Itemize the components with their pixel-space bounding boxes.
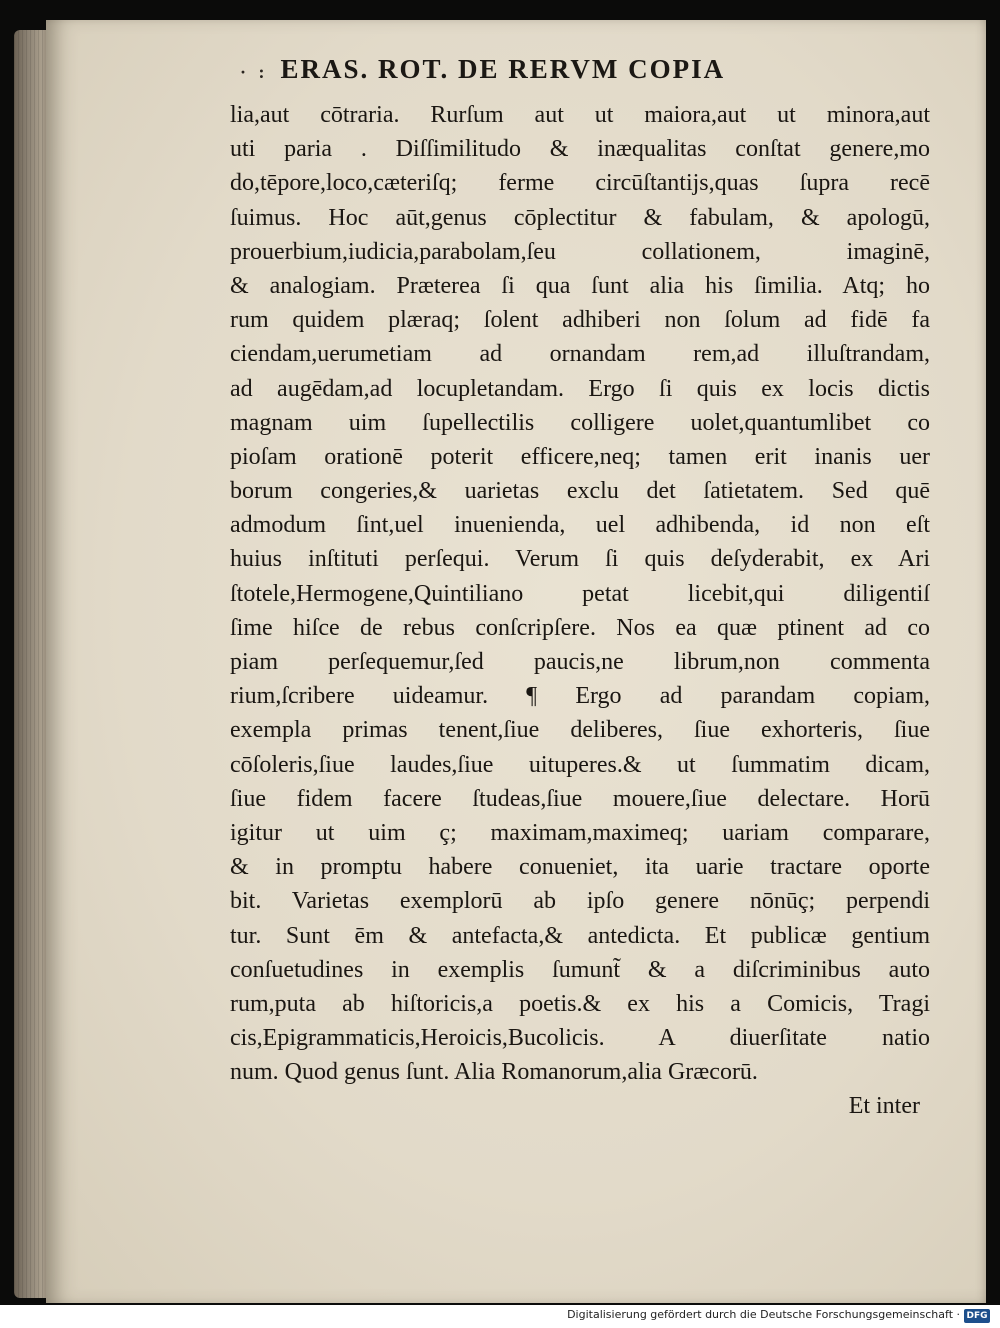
text-line: ſime hiſce de rebus conſcripſere. Nos ea quæ ptinent ad co	[230, 614, 930, 641]
text-line: bit. Varietas exemplorū ab ipſo genere nōnūç; perpendi	[230, 888, 930, 915]
text-line: tur. Sunt ēm & antefacta,& antedicta. Et publicæ gentium	[230, 922, 930, 949]
text-line: lia,aut cōtraria. Rurſum aut ut maiora,aut ut minora,aut	[230, 102, 930, 128]
text-line: ſuimus. Hoc aūt,genus cōplectitur & fabulam, & apologū,	[230, 204, 930, 231]
text-line: rum quidem plæraq; ſolent adhiberi non ſolum ad fidē fa	[230, 307, 930, 334]
text-line: conſuetudines in exemplis ſumunt̃ & a diſcriminibus auto	[230, 956, 930, 983]
text-line: admodum ſint,uel inuenienda, uel adhibenda, id non eſt	[230, 512, 930, 539]
text-line: cōſoleris,ſiue laudes,ſiue uituperes.& ut ſummatim dicam,	[230, 751, 930, 778]
text-line: num. Quod genus ſunt. Alia Romanorum,alia Græcorū.	[230, 1059, 758, 1086]
catchword: Et inter	[848, 1093, 920, 1120]
text-line: & in promptu habere conueniet, ita uarie tractare oporte	[230, 854, 930, 881]
text-line: piam perſequemur,ſed paucis,ne librum,non commenta	[230, 649, 930, 675]
text-line: & analogiam. Præterea ſi qua ſunt alia his ſimilia. Atq; ho	[230, 272, 930, 299]
text-line: prouerbium,iudicia,parabolam,ſeu collationem, imaginē,	[230, 238, 930, 265]
text-line: ciendam,uerumetiam ad ornandam rem,ad illuſtrandam,	[230, 341, 930, 368]
text-line: ſtotele,Hermogene,Quintiliano petat licebit,qui diligentiſ	[230, 580, 930, 607]
text-line: do,tēpore,loco,cæteriſq; ferme circūſtantijs,quas ſupra recē	[230, 170, 930, 197]
text-line: huius inſtituti perſequi. Verum ſi quis deſyderabit, ex Ari	[230, 546, 930, 573]
text-line: rum,puta ab hiſtoricis,a poetis.& ex his a Comicis, Tragi	[230, 990, 930, 1017]
text-line: cis,Epigrammaticis,Heroicis,Bucolicis. A diuerſitate natio	[230, 1025, 930, 1052]
text-line: ad augēdam,ad locupletandam. Ergo ſi quis ex locis dictis	[230, 375, 930, 402]
dfg-logo-icon: DFG	[964, 1309, 990, 1323]
text-line: magnam uim ſupellectilis colligere uolet,quantumlibet co	[230, 409, 930, 436]
body-text	[230, 98, 930, 1124]
running-head	[240, 54, 800, 85]
footer-credit: Digitalisierung gefördert durch die Deutsche Forschungsgemeinschaft ·	[567, 1308, 960, 1321]
text-line: igitur ut uim ç; maximam,maximeq; uariam comparare,	[230, 819, 930, 846]
running-head-title: ERAS. ROT. DE RERVM COPIA	[280, 54, 726, 84]
footer-bar	[0, 1305, 1000, 1328]
text-line: rium,ſcribere uideamur. ¶ Ergo ad parandam copiam,	[230, 683, 930, 710]
running-head-ornament: · :	[240, 62, 269, 82]
text-line: pioſam orationē poterit efficere,neq; tamen erit inanis uer	[230, 443, 930, 470]
text-line: borum congeries,& uarietas exclu det ſatietatem. Sed quē	[230, 478, 930, 505]
text-line: uti paria . Diſſimilitudo & inæqualitas conſtat genere,mo	[230, 136, 930, 163]
text-line: exempla primas tenent,ſiue deliberes, ſiue exhorteris, ſiue	[230, 717, 930, 744]
text-line: ſiue fidem facere ſtudeas,ſiue mouere,ſiue delectare. Horū	[230, 785, 930, 812]
